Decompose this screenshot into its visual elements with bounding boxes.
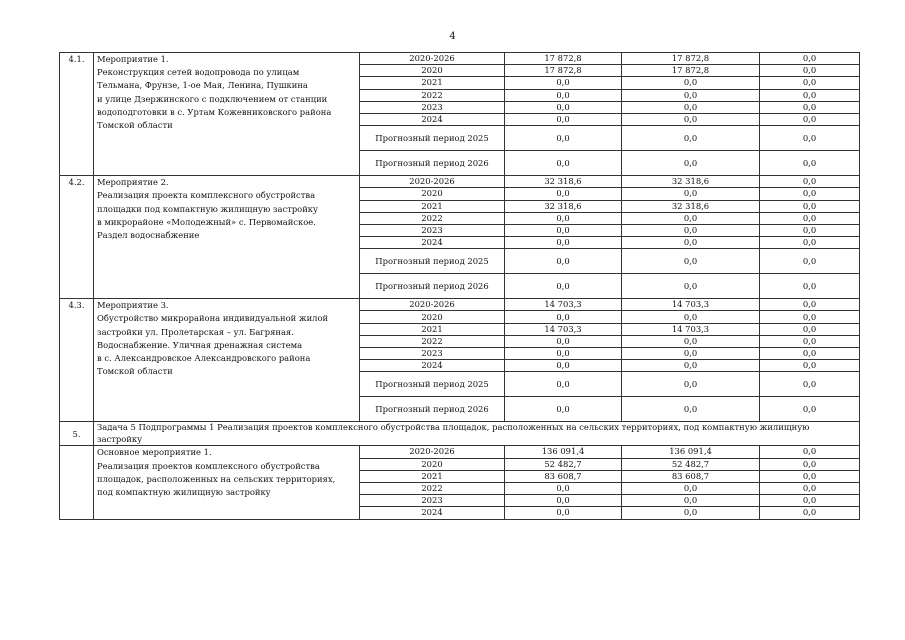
- total-cell: 0,0: [505, 77, 622, 89]
- other-cell: 0,0: [760, 360, 860, 372]
- total-cell: 32 318,6: [505, 176, 622, 188]
- regional-cell: 0,0: [622, 113, 760, 125]
- description-line: в микрорайоне «Молодежный» с. Первомайское.: [97, 216, 316, 227]
- description-line: площадки под компактную жилищную застройку: [97, 203, 318, 214]
- regional-cell: 17 872,8: [622, 65, 760, 77]
- total-cell: 0,0: [505, 311, 622, 323]
- regional-cell: 0,0: [622, 126, 760, 151]
- item-description: [94, 53, 360, 176]
- item-number: 4.1.: [60, 53, 94, 176]
- description-line: Обустройство микрорайона индивидуальной жилой: [97, 313, 329, 324]
- description-line: в с. Александровское Александровского района: [97, 353, 311, 364]
- period-cell: 2023: [360, 101, 505, 113]
- total-cell: 0,0: [505, 397, 622, 422]
- other-cell: 0,0: [760, 446, 860, 458]
- regional-cell: 0,0: [622, 77, 760, 89]
- other-cell: 0,0: [760, 65, 860, 77]
- other-cell: 0,0: [760, 372, 860, 397]
- total-cell: 0,0: [505, 274, 622, 299]
- other-cell: 0,0: [760, 151, 860, 176]
- regional-cell: 0,0: [622, 249, 760, 274]
- period-cell: 2021: [360, 470, 505, 482]
- task-text: Задача 5 Подпрограммы 1 Реализация проектов комплексного обустройства площадок, расположенных на сельских территориях, под компактную жилищную застройку: [94, 422, 860, 446]
- period-cell: Прогнозный период 2026: [360, 274, 505, 299]
- period-cell: 2020-2026: [360, 446, 505, 458]
- other-cell: 0,0: [760, 77, 860, 89]
- description-line: Томской области: [97, 366, 173, 377]
- regional-cell: 0,0: [622, 507, 760, 519]
- other-cell: 0,0: [760, 188, 860, 200]
- total-cell: 0,0: [505, 360, 622, 372]
- period-cell: 2020: [360, 65, 505, 77]
- period-cell: Прогнозный период 2025: [360, 249, 505, 274]
- total-cell: 0,0: [505, 126, 622, 151]
- regional-cell: 0,0: [622, 151, 760, 176]
- description-line: Мероприятие 3.: [97, 300, 169, 311]
- regional-cell: 0,0: [622, 360, 760, 372]
- regional-cell: 0,0: [622, 335, 760, 347]
- regional-cell: 0,0: [622, 348, 760, 360]
- other-cell: 0,0: [760, 274, 860, 299]
- total-cell: 0,0: [505, 372, 622, 397]
- period-cell: 2024: [360, 237, 505, 249]
- total-cell: 52 482,7: [505, 458, 622, 470]
- description-line: застройки ул. Пролетарская – ул. Багряная.: [97, 326, 294, 337]
- description-line: Томской области: [97, 120, 173, 131]
- period-cell: 2021: [360, 323, 505, 335]
- other-cell: 0,0: [760, 89, 860, 101]
- period-cell: 2024: [360, 113, 505, 125]
- period-cell: 2021: [360, 200, 505, 212]
- other-cell: 0,0: [760, 495, 860, 507]
- budget-table-body: [60, 53, 860, 520]
- regional-cell: 32 318,6: [622, 200, 760, 212]
- description-line: Мероприятие 2.: [97, 177, 169, 188]
- other-cell: 0,0: [760, 237, 860, 249]
- regional-cell: 32 318,6: [622, 176, 760, 188]
- total-cell: 0,0: [505, 224, 622, 236]
- task-number: 5.: [60, 422, 94, 446]
- total-cell: 0,0: [505, 188, 622, 200]
- total-cell: 14 703,3: [505, 299, 622, 311]
- period-cell: 2022: [360, 482, 505, 494]
- period-cell: 2020: [360, 458, 505, 470]
- total-cell: 0,0: [505, 113, 622, 125]
- regional-cell: 136 091,4: [622, 446, 760, 458]
- other-cell: 0,0: [760, 113, 860, 125]
- period-cell: Прогнозный период 2025: [360, 372, 505, 397]
- other-cell: 0,0: [760, 101, 860, 113]
- other-cell: 0,0: [760, 323, 860, 335]
- regional-cell: 52 482,7: [622, 458, 760, 470]
- page-number: 4: [449, 31, 456, 42]
- regional-cell: 14 703,3: [622, 323, 760, 335]
- other-cell: 0,0: [760, 224, 860, 236]
- regional-cell: 0,0: [622, 482, 760, 494]
- period-cell: 2023: [360, 348, 505, 360]
- period-cell: 2022: [360, 335, 505, 347]
- regional-cell: 83 608,7: [622, 470, 760, 482]
- period-cell: 2020-2026: [360, 176, 505, 188]
- period-cell: 2020-2026: [360, 53, 505, 65]
- total-cell: 0,0: [505, 237, 622, 249]
- other-cell: 0,0: [760, 176, 860, 188]
- item-number: 4.2.: [60, 176, 94, 299]
- description-line: под компактную жилищную застройку: [97, 486, 271, 497]
- description-line: водоподготовки в с. Уртам Кожевниковского района: [97, 106, 332, 117]
- table-row: [60, 176, 860, 188]
- description-line: Основное мероприятие 1.: [97, 447, 212, 458]
- period-cell: 2023: [360, 495, 505, 507]
- table-row: [60, 53, 860, 65]
- description-line: Мероприятие 1.: [97, 54, 169, 64]
- period-cell: Прогнозный период 2026: [360, 151, 505, 176]
- period-cell: 2020: [360, 311, 505, 323]
- total-cell: 32 318,6: [505, 200, 622, 212]
- total-cell: 0,0: [505, 212, 622, 224]
- total-cell: 14 703,3: [505, 323, 622, 335]
- regional-cell: 14 703,3: [622, 299, 760, 311]
- table-row: [60, 299, 860, 311]
- period-cell: 2023: [360, 224, 505, 236]
- regional-cell: 0,0: [622, 495, 760, 507]
- period-cell: 2020-2026: [360, 299, 505, 311]
- period-cell: 2022: [360, 212, 505, 224]
- period-cell: Прогнозный период 2026: [360, 397, 505, 422]
- description-line: Реконструкция сетей водопровода по улицам: [97, 67, 300, 78]
- item-description: [94, 299, 360, 422]
- regional-cell: 0,0: [622, 212, 760, 224]
- description-line: Реализация проекта комплексного обустройства: [97, 190, 316, 201]
- period-cell: 2024: [360, 507, 505, 519]
- total-cell: 83 608,7: [505, 470, 622, 482]
- period-cell: 2020: [360, 188, 505, 200]
- description-line: Тельмана, Фрунзе, 1-ое Мая, Ленина, Пушкина: [97, 80, 308, 91]
- task-row: [60, 422, 860, 446]
- other-cell: 0,0: [760, 335, 860, 347]
- table-row: [60, 446, 860, 458]
- item-description: [94, 176, 360, 299]
- regional-cell: 0,0: [622, 397, 760, 422]
- other-cell: 0,0: [760, 311, 860, 323]
- regional-cell: 0,0: [622, 372, 760, 397]
- other-cell: 0,0: [760, 299, 860, 311]
- total-cell: 17 872,8: [505, 65, 622, 77]
- item-description: [94, 446, 360, 519]
- other-cell: 0,0: [760, 212, 860, 224]
- regional-cell: 0,0: [622, 237, 760, 249]
- total-cell: 0,0: [505, 335, 622, 347]
- other-cell: 0,0: [760, 200, 860, 212]
- description-line: площадок, расположенных на сельских территориях,: [97, 473, 336, 484]
- total-cell: 0,0: [505, 507, 622, 519]
- regional-cell: 0,0: [622, 188, 760, 200]
- total-cell: 0,0: [505, 101, 622, 113]
- total-cell: 0,0: [505, 495, 622, 507]
- description-line: и улице Дзержинского с подключением от станции: [97, 93, 328, 104]
- period-cell: Прогнозный период 2025: [360, 126, 505, 151]
- total-cell: 136 091,4: [505, 446, 622, 458]
- other-cell: 0,0: [760, 348, 860, 360]
- other-cell: 0,0: [760, 53, 860, 65]
- regional-cell: 0,0: [622, 274, 760, 299]
- other-cell: 0,0: [760, 458, 860, 470]
- other-cell: 0,0: [760, 470, 860, 482]
- regional-cell: 0,0: [622, 224, 760, 236]
- other-cell: 0,0: [760, 507, 860, 519]
- period-cell: 2022: [360, 89, 505, 101]
- total-cell: 0,0: [505, 151, 622, 176]
- total-cell: 17 872,8: [505, 53, 622, 65]
- period-cell: 2024: [360, 360, 505, 372]
- item-number: [60, 446, 94, 519]
- budget-table: [59, 52, 860, 520]
- other-cell: 0,0: [760, 249, 860, 274]
- total-cell: 0,0: [505, 89, 622, 101]
- period-cell: 2021: [360, 77, 505, 89]
- total-cell: 0,0: [505, 249, 622, 274]
- description-line: Водоснабжение. Уличная дренажная система: [97, 339, 303, 350]
- regional-cell: 0,0: [622, 89, 760, 101]
- total-cell: 0,0: [505, 482, 622, 494]
- regional-cell: 17 872,8: [622, 53, 760, 65]
- regional-cell: 0,0: [622, 311, 760, 323]
- other-cell: 0,0: [760, 482, 860, 494]
- description-line: Раздел водоснабжение: [97, 229, 200, 240]
- other-cell: 0,0: [760, 126, 860, 151]
- other-cell: 0,0: [760, 397, 860, 422]
- description-line: Реализация проектов комплексного обустройства: [97, 460, 320, 471]
- regional-cell: 0,0: [622, 101, 760, 113]
- total-cell: 0,0: [505, 348, 622, 360]
- item-number: 4.3.: [60, 299, 94, 422]
